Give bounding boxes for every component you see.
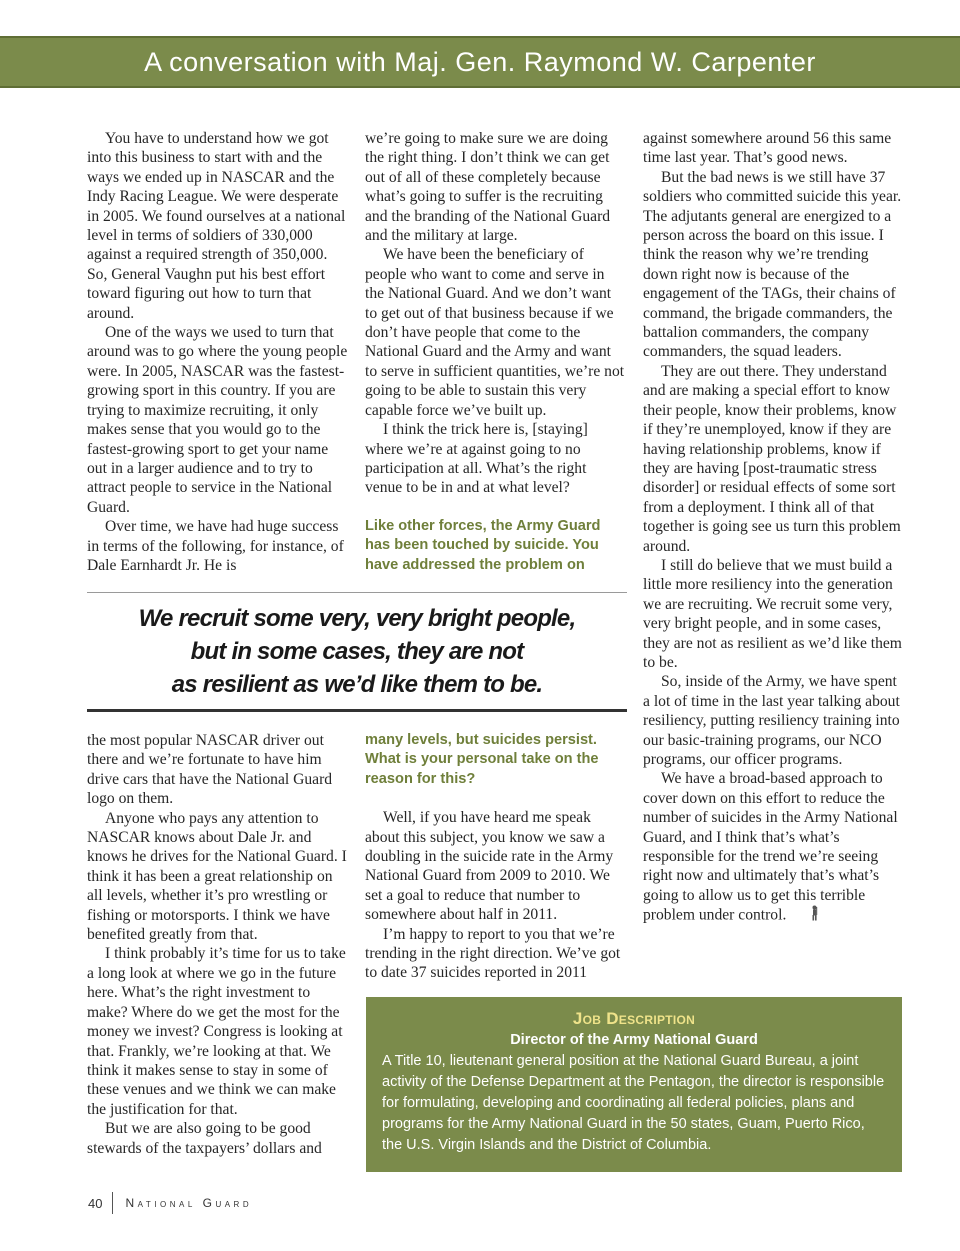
job-description-heading: Job Description: [572, 1009, 696, 1028]
paragraph: We have been the beneficiary of people who want to come and serve in the National Guard. And we don’t want to get out of that business because if we don’t have people that come to the National Guard and the Army and want to serve in sufficient quantities, we’re not going to be able to sustain this very capable force we’ve built up.: [365, 246, 625, 419]
pull-quote-line: We recruit some very, very bright people,: [138, 605, 576, 632]
paragraph: against somewhere around 56 this same time last year. That’s good news.: [643, 130, 892, 167]
paragraph: But we are also going to be good stewards of the taxpayers’ dollars and: [87, 1120, 322, 1157]
paragraph: I still do believe that we must build a little more resiliency into the generation we are recruiting. We recruit some very, very bright people, and in some cases, they are not as resilient as we’d like them to be.: [643, 556, 902, 671]
page-number: 40: [88, 1195, 103, 1211]
job-description-body: A Title 10, lieutenant general position at the National Guard Bureau, a joint activity of the Defense Department at the Pentagon, the director is responsible for formulating, developing and coordinating all federal policies, plans and programs for the Army National Guard in the 50 states, Guam, Puerto Rico, the U.S. Virgin Islands and the District of Columbia.: [382, 1053, 885, 1153]
paragraph: we’re going to make sure we are doing the right thing. I don’t think we can get out of all of these completely because what’s going to suffer is the recruiting and the branding of the National Guard and the military at large.: [365, 130, 611, 245]
column-1-top: [87, 129, 349, 575]
pull-quote-top-rule: [87, 592, 627, 593]
paragraph: But the bad news is we still have 37 soldiers who committed suicide this year. The adjutants general are energized to a person across the board on this issue. I think the reason why we’re trending down right now is because of the engagement of the TAGs, their chains of command, the brigade commanders, the battalion commanders, the company commanders, the squad leaders.: [643, 168, 902, 361]
article-title-bar: [0, 36, 960, 88]
pull-quote-line: as resilient as we’d like them to be.: [171, 671, 543, 698]
paragraph: You have to understand how we got into this business to start with and the ways we ended up in NASCAR and the Indy Racing League. We were desperate in 2005. We found ourselves at a national level in terms of soldiers of 330,000 against a required strength of 350,000. So, General Vaughn put his best effort toward figuring out how to turn that around.: [87, 130, 346, 322]
job-description-box: [366, 997, 902, 1172]
job-description-subheading: Director of the Army National Guard: [510, 1032, 758, 1048]
interview-question-part1: Like other forces, the Army Guard has been touched by suicide. You have addressed the problem on: [365, 517, 601, 573]
column-2-top: [365, 129, 625, 575]
paragraph: Anyone who pays any attention to NASCAR knows about Dale Jr. and knows he drives for the National Guard. I think it has been a great relationship on all levels, whether it’s pro wrestling or fishing or motorsports. I think we have benefited greatly from that.: [87, 809, 347, 944]
interview-question-part2: many levels, but suicides persist. What is your personal take on the reason for this?: [365, 732, 599, 787]
paragraph: the most popular NASCAR driver out there and we’re fortunate to have him drive cars that have the National Guard logo on them.: [87, 732, 333, 808]
pull-quote-bottom-rule: [87, 709, 627, 712]
minuteman-icon: [792, 905, 819, 926]
paragraph: I’m happy to report to you that we’re trending in the right direction. We’ve got to date 37 suicides reported in 2011: [365, 925, 621, 982]
paragraph: Over time, we have had huge success in terms of the following, for instance, of Dale Earnhardt Jr. He is: [87, 518, 344, 574]
paragraph: One of the ways we used to turn that around was to go where the young people were. In 2005, NASCAR was the fastest-growing sport in this country. If you are trying to maximize recruiting, it only makes sense that you would go to the fastest-growing sport to get your name out in a larger audience and to try to attract people to service in the National Guard.: [87, 324, 348, 516]
column-2-bottom: [365, 731, 625, 983]
footer-divider: [112, 1192, 113, 1214]
magazine-name: National Guard: [125, 1196, 253, 1210]
paragraph: I think probably it’s time for us to take a long look at where we go in the future here. What’s the right investment to make? Where do we get the most for the money we invest? Congress is looking at that. Frankly, we’re looking at that. We think it makes sense to stay in some of these venues and we think we can make the justification for that.: [87, 945, 346, 1118]
paragraph-last: [643, 769, 905, 926]
paragraph: Well, if you have heard me speak about this subject, you know we saw a doubling in the suicide rate in the Army National Guard from 2009 to 2010. We set a goal to reduce that number to somewhere about half in 2011.: [365, 809, 614, 924]
pull-quote-line: but in some cases, they are not: [190, 638, 524, 665]
paragraph: I think the trick here is, [staying] where we’re at against going to no participation at all. What’s the right venue to be in and at what level?: [365, 421, 588, 497]
page-footer: [88, 1192, 252, 1214]
pull-quote: [87, 602, 627, 701]
paragraph-text: We have a broad-based approach to cover down on this effort to reduce the number of suicides in the Army National Guard, and I think that’s what’s responsible for the trend we’re seeing right now and ultimately that’s what’s going to allow us to get this terrible problem under control.: [643, 770, 898, 924]
column-3: [643, 129, 905, 927]
article-title: A conversation with Maj. Gen. Raymond W. Carpenter: [144, 46, 816, 77]
paragraph: So, inside of the Army, we have spent a lot of time in the last year talking about resiliency, putting resiliency training into our basic-training programs, our NCO programs, our officer programs.: [643, 673, 900, 768]
paragraph: They are out there. They understand and are making a special effort to know their people, know their problems, know if they’re unemployed, know if they are having relationship problems, know if they are having [post-traumatic stress disorder] or residual effects of some sort from a deployment. I think all of that together is going see us turn this problem around.: [643, 362, 901, 555]
column-1-bottom: [87, 731, 349, 1158]
